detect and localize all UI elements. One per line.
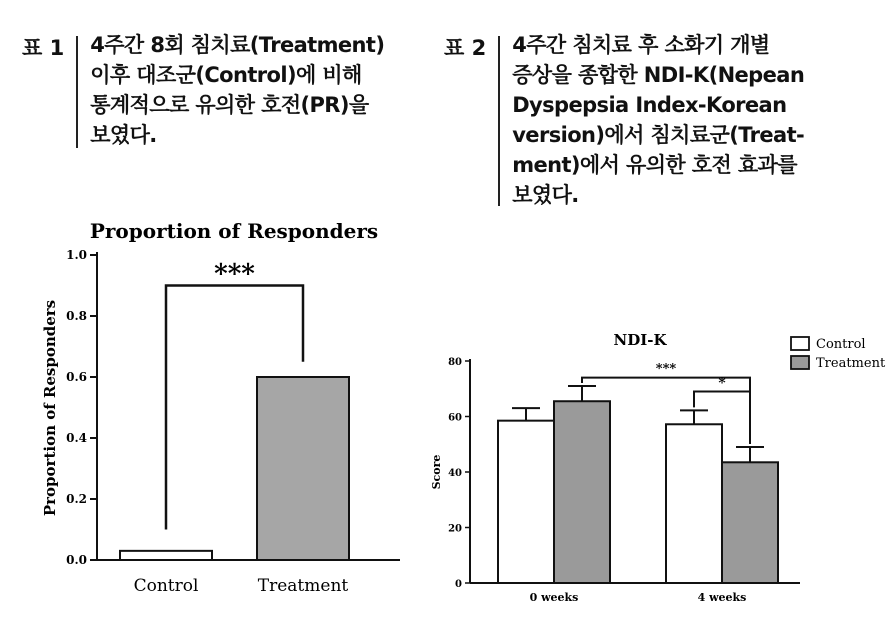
y-axis-label: Proportion of Responders bbox=[41, 299, 59, 517]
caption-line: version)에서 침치료군(Treat- bbox=[512, 123, 805, 147]
legend-label: Treatment bbox=[816, 356, 886, 371]
x-tick-label: 4 weeks bbox=[697, 591, 747, 604]
caption-label: 표 2 bbox=[444, 36, 487, 60]
chart-title: Proportion of Responders bbox=[89, 219, 379, 243]
y-tick-label: 80 bbox=[448, 357, 462, 368]
bar-treatment bbox=[257, 377, 349, 560]
caption-line: 4주간 침치료 후 소화기 개별 bbox=[512, 33, 770, 57]
bar-control bbox=[120, 551, 212, 560]
caption-line: 보였다. bbox=[512, 183, 579, 207]
y-tick-label: 0.2 bbox=[66, 492, 87, 506]
caption-line: 이후 대조군(Control)에 비해 bbox=[90, 63, 362, 87]
significance-bracket bbox=[694, 392, 750, 408]
y-tick-label: 0.6 bbox=[66, 370, 87, 384]
bar-control-4-weeks bbox=[666, 424, 722, 583]
y-tick-label: 20 bbox=[448, 523, 462, 535]
bar-control-0-weeks bbox=[498, 421, 554, 583]
caption-label: 표 1 bbox=[22, 36, 65, 60]
significance-label: *** bbox=[655, 361, 677, 377]
x-tick-label: 0 weeks bbox=[529, 591, 579, 604]
y-tick-label: 40 bbox=[448, 468, 462, 479]
y-tick-label: 0 bbox=[455, 579, 462, 590]
y-tick-label: 0.8 bbox=[66, 309, 87, 323]
bar-treatment-0-weeks bbox=[554, 401, 610, 583]
chart-proportion-of-responders bbox=[41, 219, 400, 596]
x-tick-label: Control bbox=[133, 576, 199, 596]
caption-line: 증상을 종합한 NDI-K(Nepean bbox=[512, 63, 805, 87]
y-tick-label: 1.0 bbox=[66, 248, 87, 262]
caption-line: 4주간 8회 침치료(Treatment) bbox=[90, 33, 385, 57]
y-tick-label: 0.0 bbox=[66, 553, 87, 567]
chart-ndi-k bbox=[430, 331, 886, 604]
legend-swatch bbox=[791, 356, 809, 369]
legend-swatch bbox=[791, 337, 809, 350]
significance-label: *** bbox=[214, 259, 255, 290]
x-tick-label: Treatment bbox=[257, 576, 349, 596]
caption-line: 통계적으로 유의한 호전(PR)을 bbox=[90, 93, 369, 117]
significance-label: * bbox=[718, 375, 726, 392]
chart-title: NDI-K bbox=[613, 331, 667, 349]
caption-line: 보였다. bbox=[90, 123, 157, 147]
y-axis-label: Score bbox=[430, 454, 443, 490]
y-tick-label: 60 bbox=[448, 412, 462, 424]
bar-treatment-4-weeks bbox=[722, 462, 778, 583]
caption-line: Dyspepsia Index-Korean bbox=[512, 93, 787, 117]
caption-line: ment)에서 유의한 호전 효과를 bbox=[512, 153, 797, 177]
legend-label: Control bbox=[816, 337, 866, 352]
y-tick-label: 0.4 bbox=[66, 431, 87, 445]
